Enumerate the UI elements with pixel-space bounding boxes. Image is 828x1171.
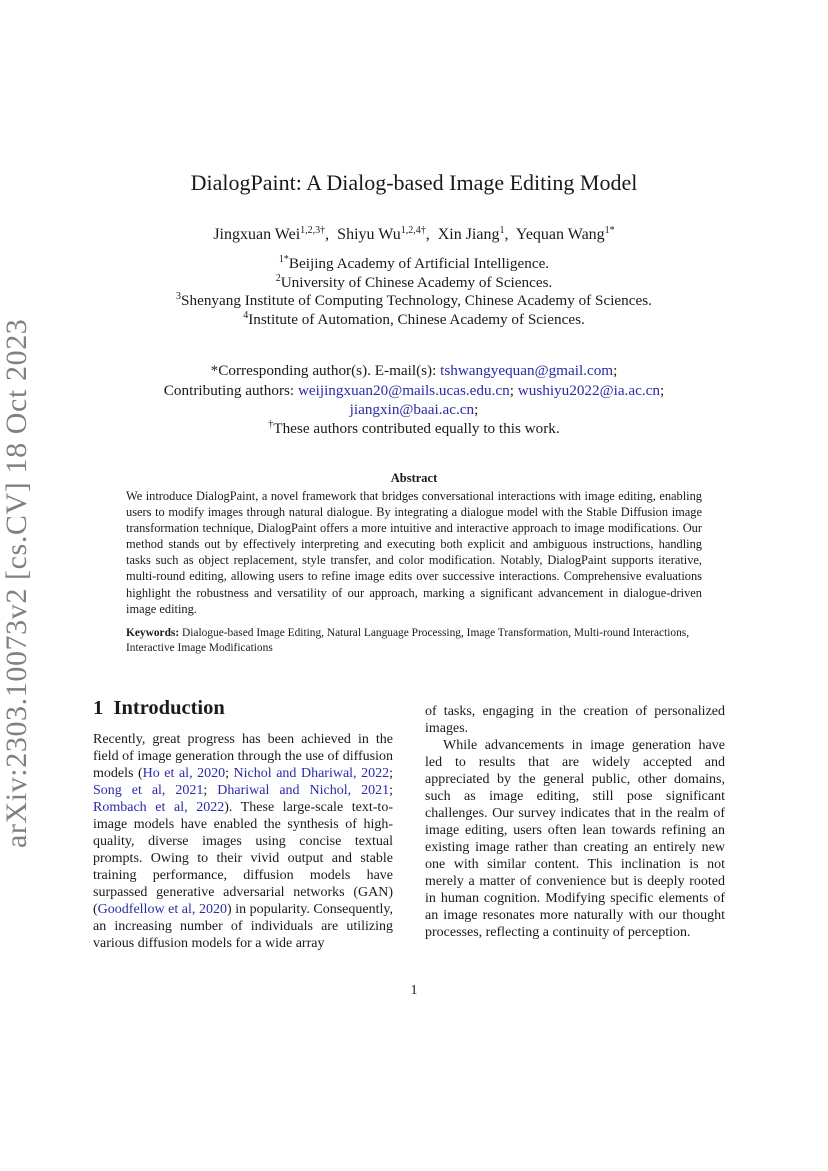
author-affiliation-marker: 1,2,4† [400, 225, 426, 236]
citation-link[interactable]: Dhariwal and Nichol, 2021 [217, 783, 390, 798]
author-name: Shiyu Wu [337, 226, 401, 243]
equal-contribution-text: These authors contributed equally to this work. [273, 420, 560, 437]
citation-link[interactable]: Ho et al, 2020 [142, 766, 226, 781]
body-text: ) in popularity. Consequently, an increasing number of individuals are utilizing various diffusion models for a wide array [93, 902, 393, 951]
keywords-text: Dialogue-based Image Editing, Natural Language Processing, Image Transformation, Multi-round Interactions, Interactive Image Modifications [126, 627, 690, 655]
intro-paragraph: While advancements in image generation have led to results that are widely accepted and appreciated by the general public, other domains, such as image editing, still pose significant challenges. Our survey indicates that in the realm of image editing, users often lean towards refining an existing image rather than creating an entirely new one with similar content. This inclination is not merely a matter of convenience but is deeply rooted in human cognition. Modifying specific elements of an image resonates more naturally with our thought processes, reflecting a continuity of perception. [425, 738, 725, 940]
email-link[interactable]: weijingxuan20@mails.ucas.edu.cn [297, 382, 510, 399]
citation-link[interactable]: Song et al, 2021 [93, 783, 204, 798]
citation-link[interactable]: Rombach et al, 2022 [93, 800, 225, 815]
arxiv-identifier-stamp: arXiv:2303.10073v2 [cs.CV] 18 Oct 2023 [0, 318, 33, 848]
section-heading [93, 697, 225, 720]
separator: ; [203, 783, 218, 798]
continued-paragraph: of tasks, engaging in the creation of personalized images. [425, 704, 725, 736]
right-column [425, 703, 725, 941]
abstract-heading: Abstract [390, 471, 438, 485]
citation-link[interactable]: Nichol and Dhariwal, 2022 [233, 766, 390, 781]
abstract-body: We introduce DialogPaint, a novel framework that bridges conversational interactions with image editing, enabling users to modify images through natural dialogue. By integrating a dialogue model with the Stable Diffusion image transformation technique, DialogPaint offers a more intuitive and interactive approach to image modifications. Our method stands out by effectively interpreting and executing both explicit and ambiguous instructions, handling tasks such as object replacement, style transfer, and color modification. Notably, DialogPaint supports iterative, multi-round editing, allowing users to refine image edits over successive interactions. Comprehensive evaluations highlight the robustness and versatility of our approach, marking a significant advancement in dialogue-driven image editing. [126, 489, 702, 616]
author-name: Jingxuan Wei [213, 226, 301, 243]
separator: ; [389, 783, 393, 798]
affiliation-text: University of Chinese Academy of Sciences. [280, 274, 553, 291]
email-link[interactable]: wushiyu2022@ia.ac.cn [517, 382, 660, 399]
affiliation-line [0, 292, 828, 310]
keywords-label: Keywords: [126, 627, 180, 639]
author-affiliation-marker: 1* [604, 225, 615, 236]
keywords [126, 626, 702, 656]
affiliation-text: Shenyang Institute of Computing Technology, Chinese Academy of Sciences. [181, 292, 652, 309]
contributing-authors-line: jiangxin@baai.ac.cn; [349, 401, 479, 418]
contributing-label: Contributing authors: [163, 382, 298, 399]
author-name: Yequan Wang [515, 226, 605, 243]
author-name: Xin Jiang [437, 226, 500, 243]
intro-paragraph [93, 731, 393, 952]
equal-contribution-note [0, 420, 828, 438]
corresponding-label: *Corresponding author(s). E-mail(s): [210, 362, 441, 379]
separator: ; [225, 766, 234, 781]
affiliation-line [0, 255, 828, 273]
dagger-marker: † [268, 419, 274, 430]
affiliation-marker: 1* [278, 254, 289, 265]
email-link[interactable]: jiangxin@baai.ac.cn [349, 401, 475, 418]
body-text: ). These large-scale text-to-image models have enabled the synthesis of high-quality, diverse images using concise textual prompts. Owing to their vivid output and stable training performance, diffusion models have surpassed generative adversarial networks (GAN) ( [93, 800, 393, 917]
author-affiliation-marker: 1 [499, 225, 505, 236]
contributing-authors-line: Contributing authors: weijingxuan20@mails.ucas.edu.cn; wushiyu2022@ia.ac.cn; [163, 382, 665, 399]
affiliation-marker: 2 [275, 273, 281, 284]
section-title: Introduction [113, 697, 225, 719]
left-column [93, 731, 393, 952]
affiliation-text: Beijing Academy of Artificial Intelligence. [288, 255, 550, 272]
affiliation-marker: 4 [243, 310, 249, 321]
page-number: 1 [410, 983, 418, 998]
citation-link[interactable]: Goodfellow et al, 2020 [97, 902, 227, 917]
author-list: Jingxuan Wei$^{1,2,3\dagger}$, Shiyu $Wu^{1,2,4\dagger}$, Xin Jiang$^1$, Yequan Wang$^{1*}$ [213, 225, 615, 243]
affiliation-marker: 3 [176, 291, 182, 302]
paper-title: DialogPaint: A Dialog-based Image Editing Model [190, 170, 638, 195]
author-affiliation-marker: 1,2,3† [300, 225, 326, 236]
affiliation-text: Institute of Automation, Chinese Academy of Sciences. [248, 311, 585, 328]
corresponding-author-line: *Corresponding author(s). E-mail(s): tshwangyequan@gmail.com; [210, 362, 618, 379]
body-text: Recently, great progress has been achieved in the field of image generation through the use of diffusion models ( [93, 732, 393, 781]
section-number: 1 [93, 697, 104, 719]
affiliation-line [0, 311, 828, 329]
separator: ; [389, 766, 393, 781]
corresponding-email-link[interactable]: tshwangyequan@gmail.com [440, 362, 614, 379]
affiliation-line [0, 274, 828, 292]
